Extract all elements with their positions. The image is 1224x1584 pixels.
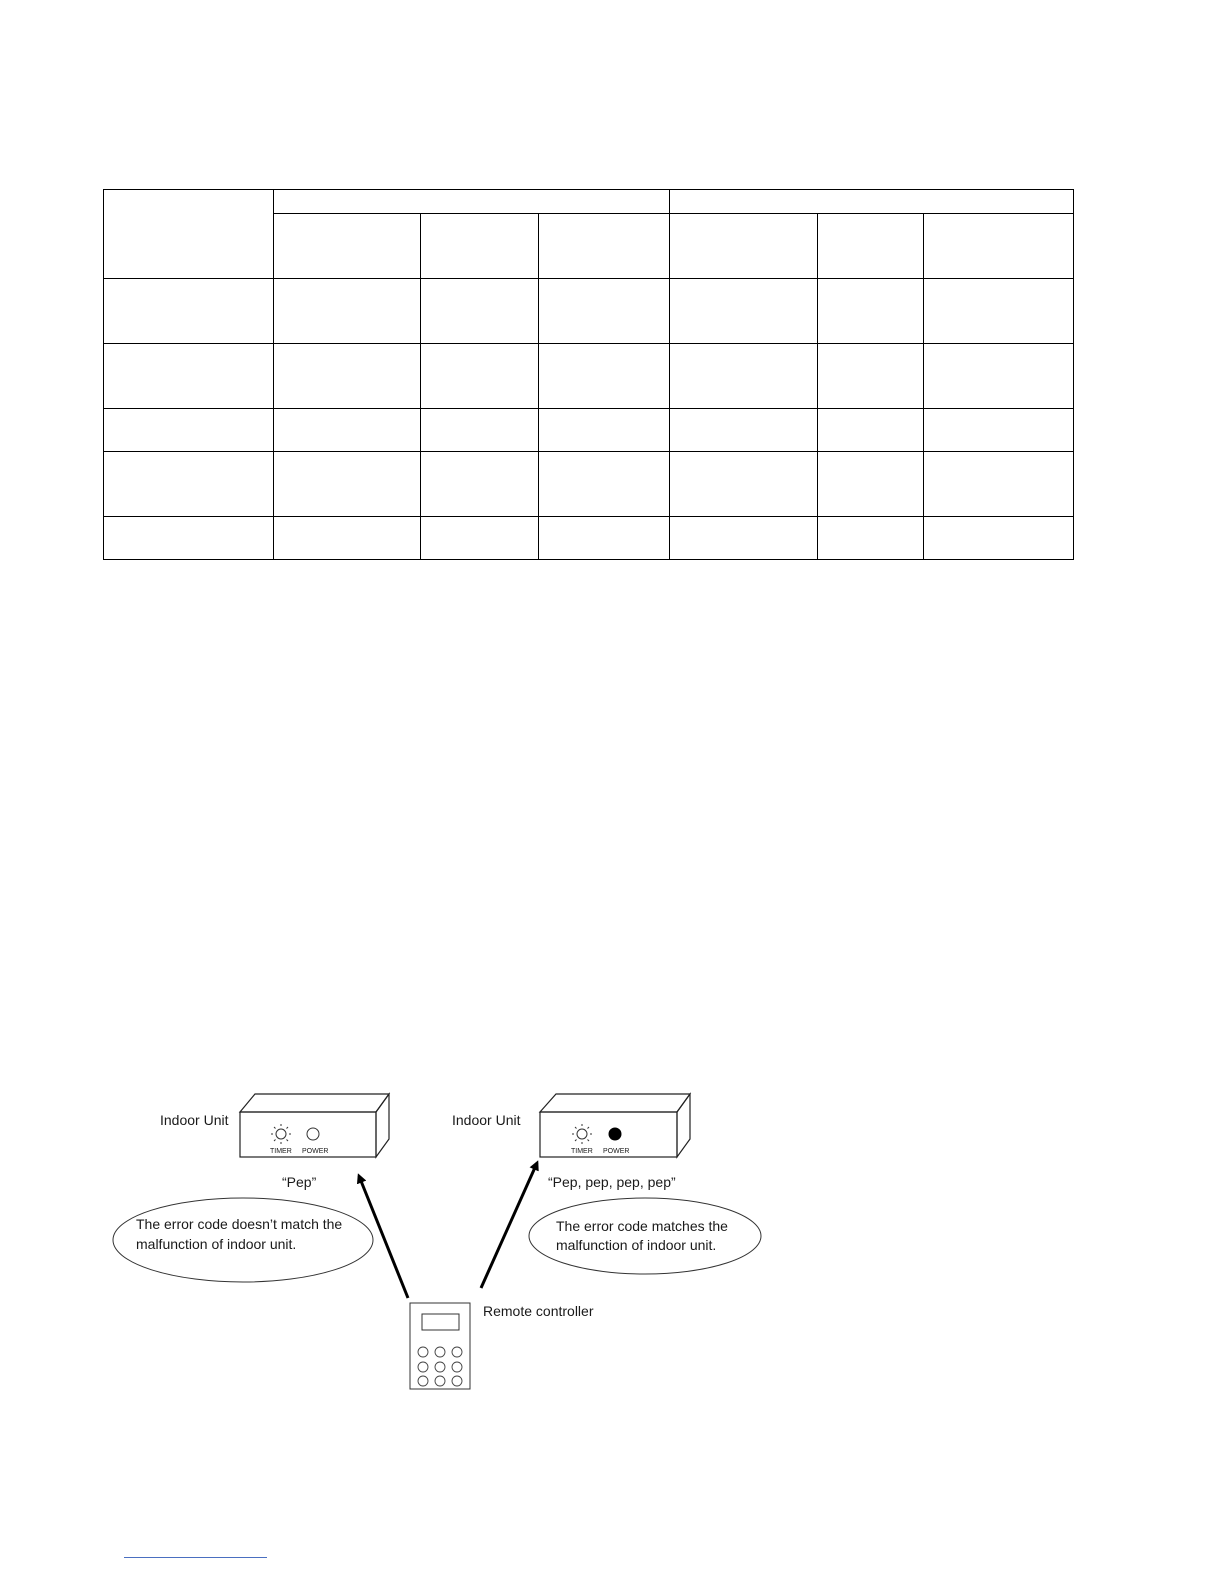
arrow-to-left-unit: [359, 1176, 408, 1298]
right-bubble-line1: The error code matches the: [556, 1218, 728, 1234]
left-unit-label: Indoor Unit: [160, 1112, 229, 1128]
table-row: [104, 344, 1074, 409]
table-cell: [274, 214, 421, 279]
left-speech-bubble: [113, 1198, 373, 1282]
table-cell: [539, 214, 670, 279]
arrow-to-right-unit: [481, 1163, 537, 1288]
error-code-diagram: [0, 1070, 800, 1410]
table-row: [104, 409, 1074, 452]
table-cell: [421, 214, 539, 279]
right-sound-text: “Pep, pep, pep, pep”: [548, 1174, 676, 1190]
right-speech-bubble: [529, 1198, 761, 1274]
timer-label: TIMER: [571, 1148, 593, 1155]
left-indoor-unit: [113, 1094, 389, 1282]
table-cell: [818, 214, 924, 279]
remote-buttons: [418, 1347, 462, 1386]
sun-icon: [572, 1124, 592, 1144]
left-sound-text: “Pep”: [282, 1174, 317, 1190]
remote-controller: [410, 1303, 594, 1389]
remote-controller-label: Remote controller: [483, 1303, 594, 1319]
footer-link-underline: [124, 1557, 267, 1558]
left-bubble-line2: malfunction of indoor unit.: [136, 1236, 297, 1252]
right-unit-label: Indoor Unit: [452, 1112, 521, 1128]
table-header-row: [104, 190, 1074, 214]
right-bubble-line2: malfunction of indoor unit.: [556, 1237, 717, 1253]
data-table: [103, 189, 1074, 560]
power-indicator-on: [609, 1128, 621, 1140]
remote-display: [422, 1314, 459, 1330]
sun-icon: [271, 1124, 291, 1144]
power-label: POWER: [603, 1148, 630, 1155]
table-row: [104, 279, 1074, 344]
table-row: [104, 452, 1074, 517]
left-bubble-line1: The error code doesn’t match the: [136, 1216, 343, 1232]
table-cell: [670, 214, 818, 279]
table-cell: [274, 190, 670, 214]
table-cell: [670, 190, 1074, 214]
table-cell: [104, 190, 274, 279]
timer-label: TIMER: [270, 1148, 292, 1155]
power-label: POWER: [302, 1148, 329, 1155]
table-cell: [924, 214, 1074, 279]
power-indicator-off: [307, 1128, 319, 1140]
table-row: [104, 517, 1074, 560]
